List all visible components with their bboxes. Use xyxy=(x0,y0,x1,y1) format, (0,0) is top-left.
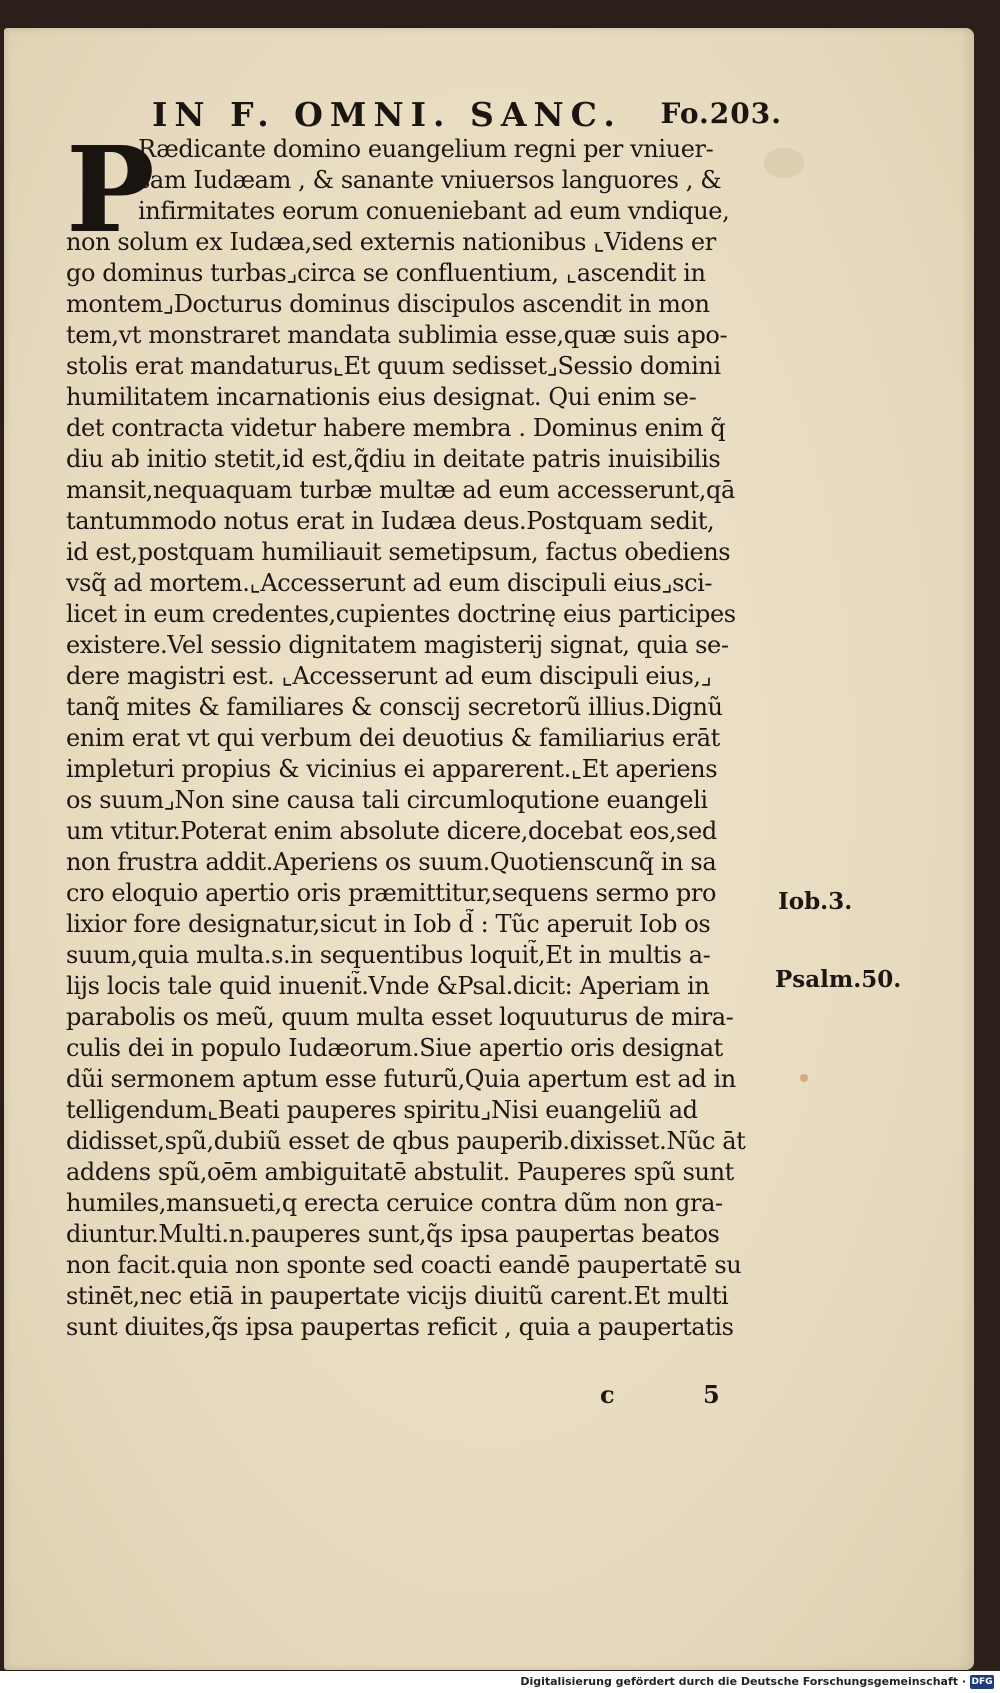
text-line: dũi sermonem aptum esse futurũ,Quia apertum est ad in xyxy=(66,1065,736,1093)
text-line: non frustra addit.Aperiens os suum.Quotienscunq̃ in sa xyxy=(66,848,717,876)
text-line: suum,quia multa.s.in sequentibus loquit̃,Et in multis a- xyxy=(66,941,711,969)
credit-text: Digitalisierung gefördert durch die Deutsche Forschungsgemeinschaft · xyxy=(520,1675,966,1688)
text-line: lixior fore designatur,sicut in Iob d̃ : Tũc aperuit Iob os xyxy=(66,910,711,938)
main-text xyxy=(66,120,771,1343)
text-line: stolis erat mandaturus⌞Et quum sedisset⌟Sessio domini xyxy=(66,352,721,380)
text-line: parabolis os meũ, quum multa esset loquuturus de mira- xyxy=(66,1003,734,1031)
running-head xyxy=(152,95,782,134)
text-line: telligendum⌞Beati pauperes spiritu⌟Nisi euangeliũ ad xyxy=(66,1096,698,1124)
text-line: montem⌟Docturus dominus discipulos ascendit in mon xyxy=(66,290,710,318)
text-line: enim erat vt qui verbum dei deuotius & familiarius erāt xyxy=(66,724,720,752)
text-line: dere magistri est. ⌞Accesserunt ad eum discipuli eius,⌟ xyxy=(66,662,712,690)
text-line: didisset,spũ,dubiũ esset de qbus pauperib.dixisset.Nũc āt xyxy=(66,1127,746,1155)
text-line: os suum⌟Non sine causa tali circumloqutione euangeli xyxy=(66,786,708,814)
text-line: mansit,nequaquam turbæ multæ ad eum accesserunt,qā xyxy=(66,476,735,504)
text-line: tem,vt monstraret mandata sublimia esse,quæ suis apo- xyxy=(66,321,728,349)
digitization-credit xyxy=(0,1671,1000,1693)
text-line: existere.Vel sessio dignitatem magisterij signat, quia se- xyxy=(66,631,729,659)
text-line: vsq̃ ad mortem.⌞Accesserunt ad eum discipuli eius⌟sci- xyxy=(66,569,713,597)
text-line: cro eloquio apertio oris præmittitur,sequens sermo pro xyxy=(66,879,717,907)
signature-mark: c 5 xyxy=(600,1380,760,1409)
text-line: sam Iudæam , & sanante vniuersos languores , & xyxy=(138,166,722,194)
text-line: diu ab initio stetit,id est,q̃diu in deitate patris inuisibilis xyxy=(66,445,721,473)
text-line: licet in eum credentes,cupientes doctrinę eius participes xyxy=(66,600,736,628)
text-line: infirmitates eorum conueniebant ad eum vndique, xyxy=(138,197,730,225)
drop-initial: P xyxy=(66,120,155,259)
text-line: diuntur.Multi.n.pauperes sunt,q̃s ipsa paupertas beatos xyxy=(66,1220,720,1248)
marginal-note-psalm: Psalm.50. xyxy=(775,966,902,993)
text-line: go dominus turbas⌟circa se confluentium, ⌞ascendit in xyxy=(66,259,706,287)
text-line: tanq̃ mites & familiares & conscij secretorũ illius.Dignũ xyxy=(66,693,723,721)
text-line: impleturi propius & vicinius ei apparerent.⌞Et aperiens xyxy=(66,755,718,783)
dfg-logo-icon: DFG xyxy=(971,1677,993,1687)
text-line: tantummodo notus erat in Iudæa deus.Postquam sedit, xyxy=(66,507,715,535)
paper-stain xyxy=(800,1074,808,1082)
text-line: Rædicante domino euangelium regni per vniuer- xyxy=(138,135,714,163)
text-line: stinēt,nec etiā in paupertate vicijs diuitũ carent.Et multi xyxy=(66,1282,729,1310)
text-line: sunt diuites,q̃s ipsa paupertas reficit , quia a paupertatis xyxy=(66,1313,734,1341)
text-line: non facit.quia non sponte sed coacti eandē paupertatē su xyxy=(66,1251,742,1279)
text-lines xyxy=(66,120,771,1343)
folio-number: Fo.203. xyxy=(660,97,782,130)
text-line: det contracta videtur habere membra . Dominus enim q̃ xyxy=(66,414,726,442)
text-line: addens spũ,oēm ambiguitatē abstulit. Pauperes spũ sunt xyxy=(66,1158,734,1186)
text-line: humiles,mansueti,q erecta ceruice contra dũm non gra- xyxy=(66,1189,723,1217)
text-line: id est,postquam humiliauit semetipsum, factus obediens xyxy=(66,538,731,566)
text-line: lijs locis tale quid inuenit̃.Vnde &Psal.dicit: Aperiam in xyxy=(66,972,710,1000)
text-line: um vtitur.Poterat enim absolute dicere,docebat eos,sed xyxy=(66,817,717,845)
running-head-title: IN F. OMNI. SANC. xyxy=(152,95,622,134)
text-line: non solum ex Iudæa,sed externis nationibus ⌞Videns er xyxy=(66,228,716,256)
marginal-note-job: Iob.3. xyxy=(778,888,853,915)
text-line: culis dei in populo Iudæorum.Siue apertio oris designat xyxy=(66,1034,723,1062)
text-line: humilitatem incarnationis eius designat. Qui enim se- xyxy=(66,383,697,411)
